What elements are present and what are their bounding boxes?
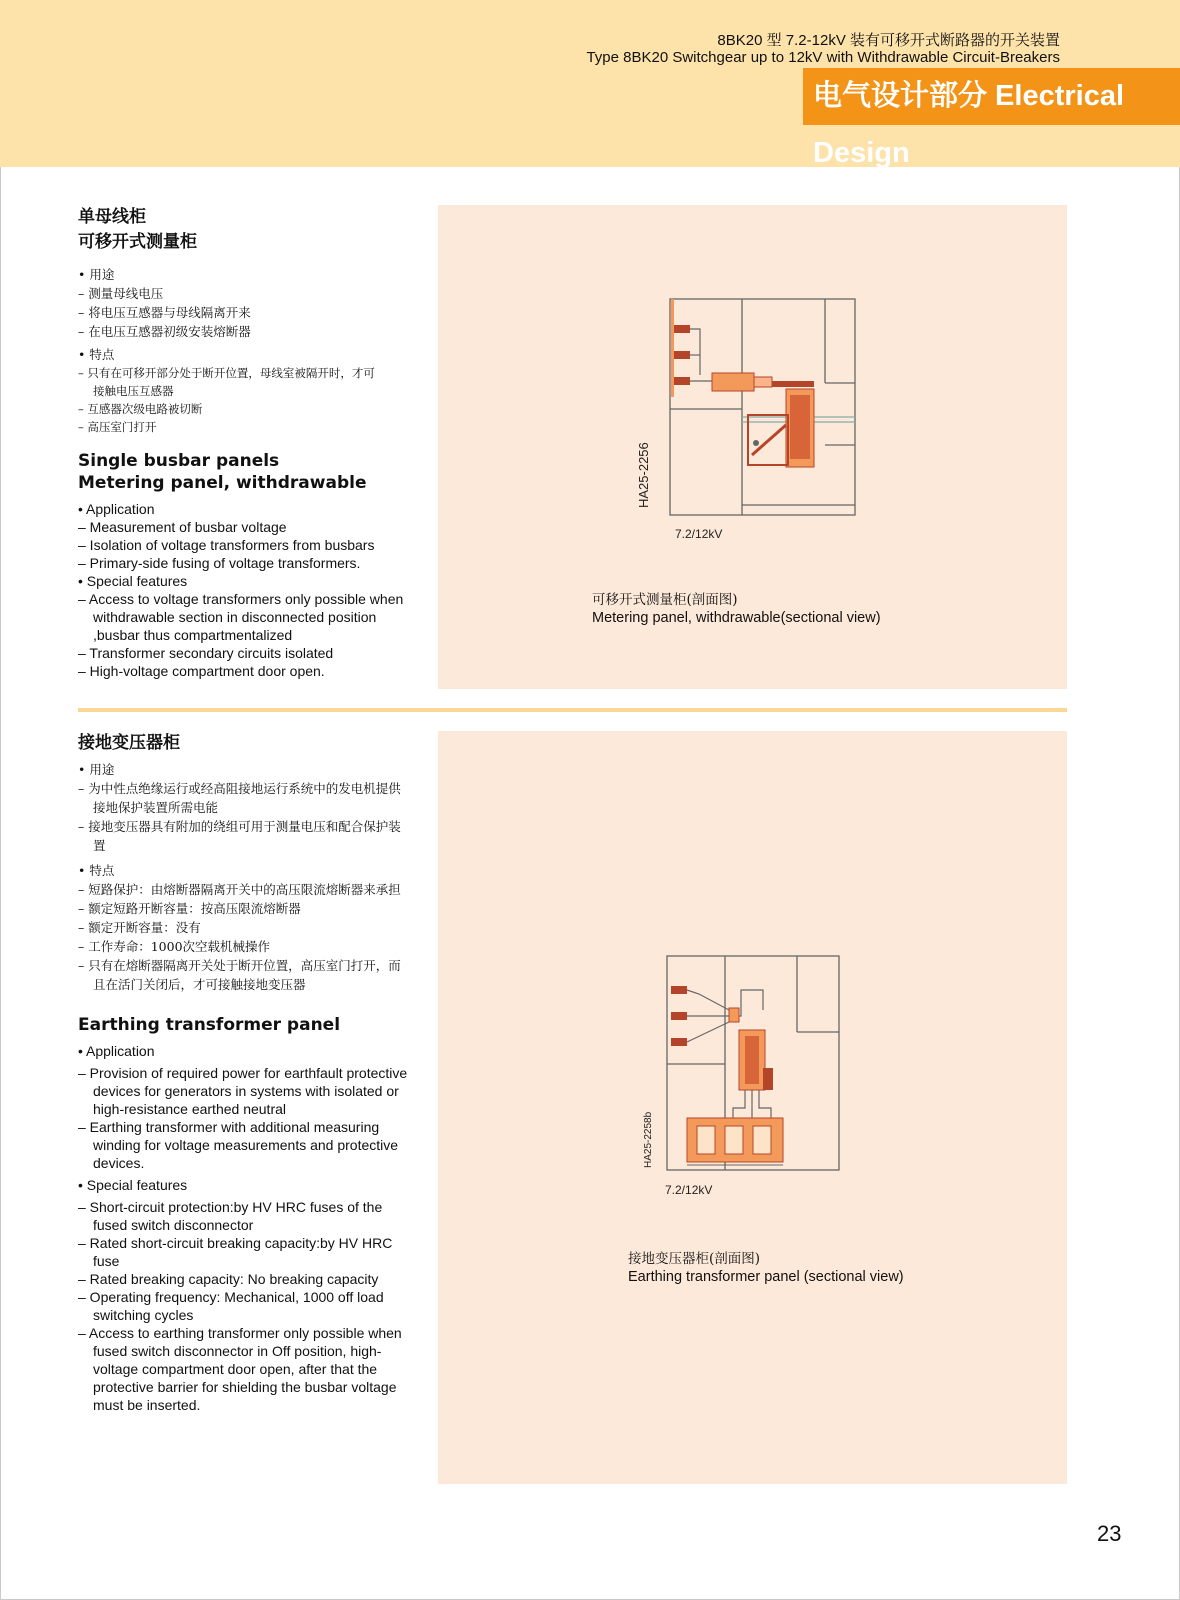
- list-item: – Operating frequency: Mechanical, 1000 off load switching cycles: [78, 1289, 384, 1323]
- list-item: – Provision of required power for earthfault protective devices for generators in systems with isolated or high-resistance earthed neutral: [78, 1065, 408, 1117]
- voltage-label: 7.2/12kV: [675, 527, 723, 541]
- drawing-code-label: HA25-2256: [636, 442, 651, 508]
- list-item: • 用途: [78, 762, 115, 777]
- list-item: – Measurement of busbar voltage: [78, 519, 287, 535]
- list-item: – High-voltage compartment door open.: [78, 663, 325, 679]
- list-item: – Rated short-circuit breaking capacity:by HV HRC fuse: [78, 1235, 393, 1269]
- list-item: – 接地变压器具有附加的绕组可用于测量电压和配合保护装置: [78, 819, 401, 853]
- section-divider: [78, 708, 1067, 712]
- caption-en: Metering panel, withdrawable(sectional view): [592, 610, 881, 626]
- list-item: – 只有在熔断器隔离开关处于断开位置，高压室门打开，而且在活门关闭后，才可接触接地变压器: [78, 958, 401, 992]
- section1-cn-title2: 可移开式测量柜: [78, 232, 197, 252]
- list-item: • 用途: [78, 267, 115, 282]
- page-header: [0, 0, 1180, 167]
- list-item: – 在电压互感器初级安装熔断器: [78, 324, 251, 339]
- list-item: – Transformer secondary circuits isolated: [78, 645, 334, 661]
- section1-en-title1: Single busbar panels: [78, 451, 280, 471]
- list-item: • Application: [78, 1043, 155, 1059]
- earthing-panel-caption: [628, 1250, 904, 1286]
- list-item: – Access to voltage transformers only possible when withdrawable section in disconnected position ,busbar thus compartmentalized: [78, 591, 404, 643]
- list-item: – 短路保护：由熔断器隔离开关中的高压限流熔断器来承担: [78, 882, 401, 897]
- section1-cn-list: [78, 265, 378, 436]
- voltage-label: 7.2/12kV: [665, 1183, 713, 1197]
- list-item: – 额定开断容量：没有: [78, 920, 201, 935]
- header-title-en: Type 8BK20 Switchgear up to 12kV with Withdrawable Circuit-Breakers: [586, 49, 1060, 66]
- section2-cn-title: 接地变压器柜: [78, 733, 180, 753]
- list-item: • 特点: [78, 863, 115, 878]
- caption-en: Earthing transformer panel (sectional view): [628, 1269, 904, 1285]
- list-item: • Special features: [78, 1177, 188, 1193]
- page-number: 23: [1097, 1521, 1122, 1546]
- drawing-code-label: HA25-2258b: [643, 1111, 654, 1168]
- list-item: • Special features: [78, 573, 188, 589]
- list-item: – 测量母线电压: [78, 286, 164, 301]
- list-item: – 工作寿命：1000次空载机械操作: [78, 939, 271, 954]
- header-title-cn: 8BK20 型 7.2-12kV 装有可移开式断路器的开关装置: [717, 32, 1060, 49]
- metering-panel-text: [78, 205, 428, 680]
- list-item: – Earthing transformer with additional measuring winding for voltage measurements and protective devices.: [78, 1119, 399, 1171]
- metering-panel-sectional-drawing: [636, 295, 870, 555]
- section1-en-list: [78, 500, 408, 680]
- list-item: – Rated breaking capacity: No breaking capacity: [78, 1271, 379, 1287]
- section-tab: 电气设计部分 Electrical Design: [803, 68, 1180, 125]
- list-item: – 为中性点绝缘运行或经高阻接地运行系统中的发电机提供接地保护装置所需电能: [78, 781, 401, 815]
- list-item: – Short-circuit protection:by HV HRC fuses of the fused switch disconnector: [78, 1199, 383, 1233]
- list-item: – Primary-side fusing of voltage transformers.: [78, 555, 361, 571]
- list-item: – 高压室门打开: [78, 420, 157, 434]
- list-item: – 额定短路开断容量：按高压限流熔断器: [78, 901, 301, 916]
- list-item: – 只有在可移开部分处于断开位置，母线室被隔开时，才可接触电压互感器: [78, 366, 375, 398]
- list-item: • Application: [78, 501, 155, 517]
- list-item: • 特点: [78, 347, 115, 362]
- section2-cn-list: [78, 760, 408, 994]
- section2-en-list: [78, 1042, 420, 1414]
- section1-en-title2: Metering panel, withdrawable: [78, 473, 367, 493]
- metering-panel-caption: [592, 591, 881, 627]
- list-item: – 将电压互感器与母线隔离开来: [78, 305, 251, 320]
- list-item: – 互感器次级电路被切断: [78, 402, 203, 416]
- section1-cn-title1: 单母线柜: [78, 207, 146, 227]
- earthing-panel-text: [78, 731, 428, 1414]
- list-item: – Access to earthing transformer only possible when fused switch disconnector in Off position, high-voltage compartment door open, after that the protective barrier for shielding the busbar voltage must be inserted.: [78, 1325, 402, 1413]
- section2-en-title: Earthing transformer panel: [78, 1015, 341, 1035]
- caption-cn: 可移开式测量柜(剖面图): [592, 592, 738, 608]
- caption-cn: 接地变压器柜(剖面图): [628, 1251, 761, 1267]
- list-item: – Isolation of voltage transformers from busbars: [78, 537, 375, 553]
- earthing-panel-sectional-drawing: [645, 950, 855, 1200]
